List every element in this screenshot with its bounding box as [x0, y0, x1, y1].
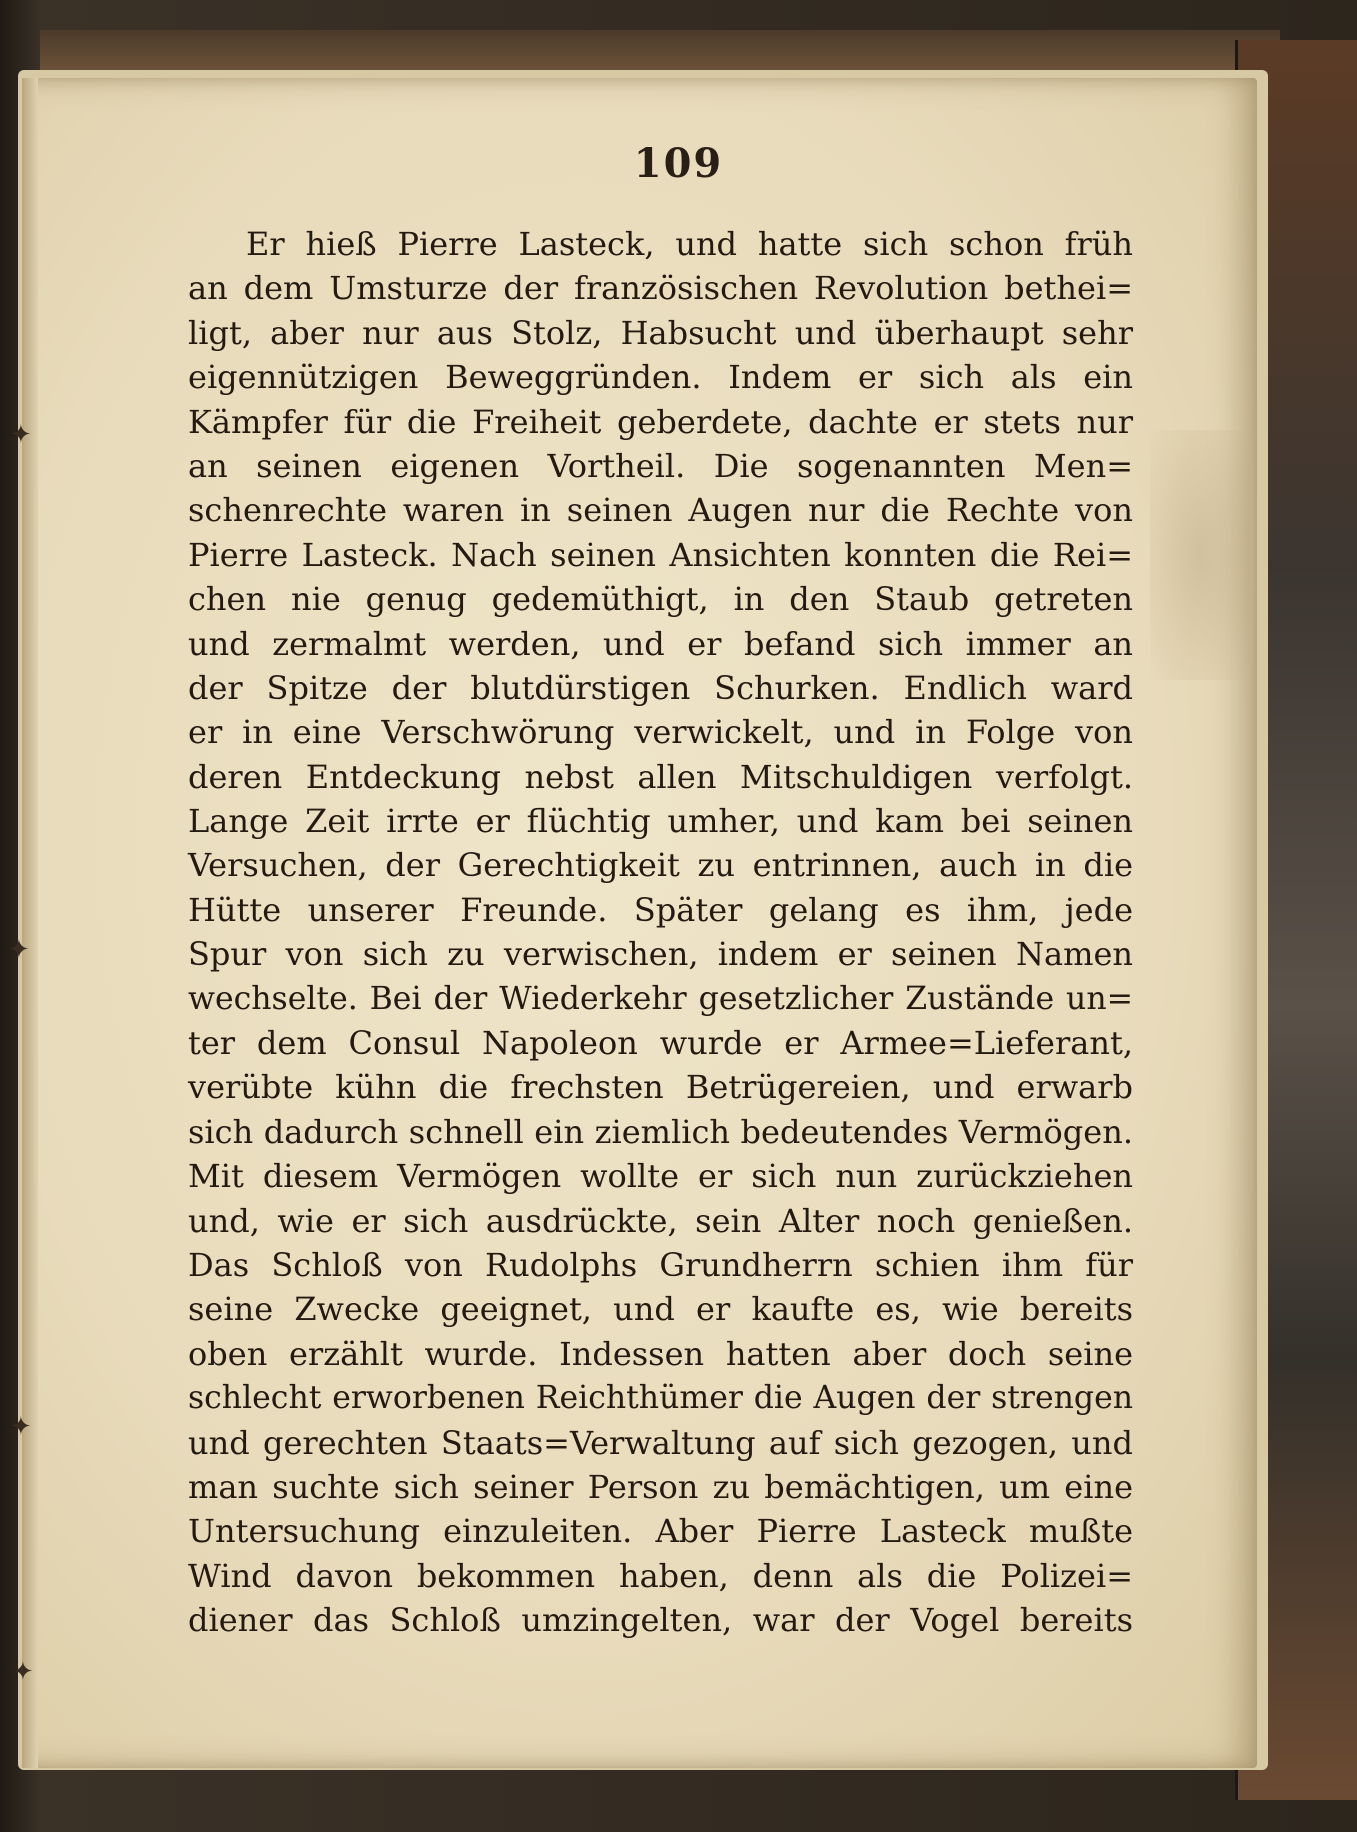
binding-mark-4: ✦ — [12, 1657, 34, 1687]
page-gutter — [22, 78, 38, 1768]
binding-mark-2: ✦ — [8, 935, 30, 965]
text-line: Untersuchung einzuleiten. Aber Pierre Lasteck mußte — [188, 1512, 1133, 1551]
text-line: ter dem Consul Napoleon wurde er Armee=Lieferant, — [188, 1024, 1133, 1063]
text-line: und zermalmt werden, und er befand sich immer an — [188, 624, 1133, 663]
text-line: Kämpfer für die Freiheit geberdete, dachte er stets nur — [188, 402, 1133, 441]
binding-mark-3: ✦ — [10, 1412, 32, 1442]
text-line: Versuchen, der Gerechtigkeit zu entrinnen, auch in die — [188, 846, 1133, 885]
text-line: schenrechte waren in seinen Augen nur die Rechte von — [188, 491, 1133, 530]
text-line: oben erzählt wurde. Indessen hatten aber doch seine — [188, 1334, 1133, 1373]
text-line: der Spitze der blutdürstigen Schurken. Endlich ward — [188, 668, 1133, 707]
text-line: Spur von sich zu verwischen, indem er seinen Namen — [188, 935, 1133, 974]
text-line: und, wie er sich ausdrückte, sein Alter noch genießen. — [188, 1201, 1133, 1240]
text-line: eigennützigen Beweggründen. Indem er sich als ein — [188, 358, 1133, 397]
text-line: Mit diesem Vermögen wollte er sich nun zurückziehen — [188, 1157, 1133, 1196]
text-line: seine Zwecke geeignet, und er kaufte es, wie bereits — [188, 1290, 1133, 1329]
text-line: ligt, aber nur aus Stolz, Habsucht und überhaupt sehr — [188, 313, 1133, 352]
text-line: an seinen eigenen Vortheil. Die sogenannten Men= — [188, 446, 1133, 485]
text-line: schlecht erworbenen Reichthümer die Augen der strengen — [188, 1380, 1133, 1417]
text-line: Das Schloß von Rudolphs Grundherrn schien ihm für — [188, 1245, 1133, 1284]
text-line: er in eine Verschwörung verwickelt, und in Folge von — [188, 713, 1133, 752]
text-line: chen nie genug gedemüthigt, in den Staub getreten — [188, 580, 1133, 619]
body-text — [188, 222, 1133, 1643]
text-line: Pierre Lasteck. Nach seinen Ansichten konnten die Rei= — [188, 535, 1133, 574]
text-line: verübte kühn die frechsten Betrügereien, und erwarb — [188, 1068, 1133, 1107]
text-line: an dem Umsturze der französischen Revolution bethei= — [188, 269, 1133, 308]
text-line: deren Entdeckung nebst allen Mitschuldigen verfolgt. — [188, 757, 1133, 796]
text-line: Wind davon bekommen haben, denn als die Polizei= — [188, 1556, 1133, 1595]
text-line: Hütte unserer Freunde. Später gelang es ihm, jede — [188, 890, 1133, 929]
text-line: sich dadurch schnell ein ziemlich bedeutendes Vermögen. — [188, 1112, 1133, 1151]
page-number: 109 — [633, 140, 724, 187]
text-line: wechselte. Bei der Wiederkehr gesetzlicher Zustände un= — [188, 980, 1133, 1017]
text-line: Er hieß Pierre Lasteck, und hatte sich schon früh — [246, 225, 1133, 263]
text-line: diener das Schloß umzingelten, war der Vogel bereits — [188, 1601, 1133, 1640]
text-line: man suchte sich seiner Person zu bemächtigen, um eine — [188, 1467, 1133, 1506]
text-line: und gerechten Staats=Verwaltung auf sich gezogen, und — [188, 1423, 1133, 1462]
binding-mark-1: ✦ — [10, 420, 32, 450]
page-stain — [1150, 430, 1250, 680]
text-line: Lange Zeit irrte er flüchtig umher, und kam bei seinen — [188, 802, 1133, 841]
